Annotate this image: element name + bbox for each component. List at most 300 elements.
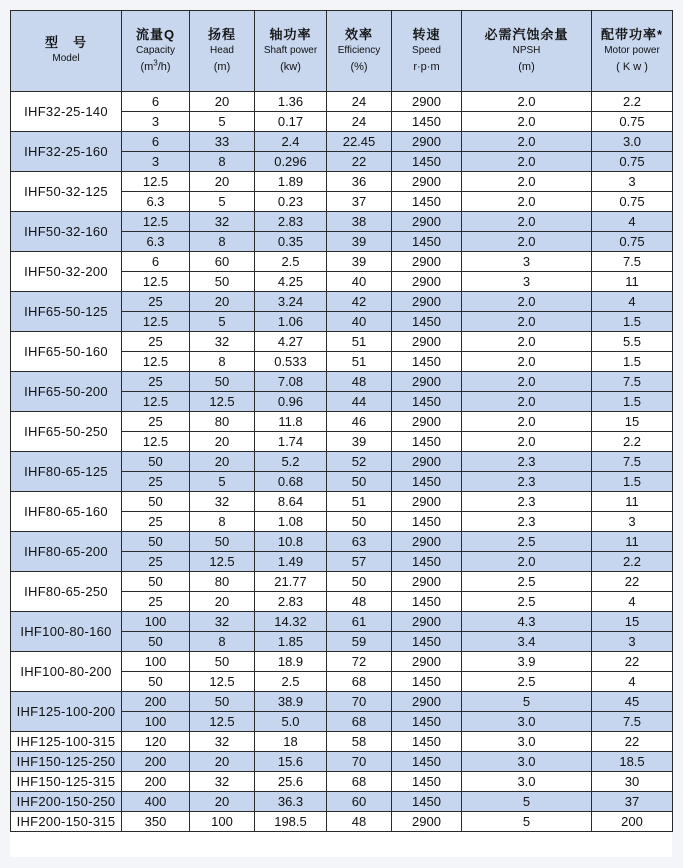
cell-capacity: 25 (122, 512, 190, 532)
cell-npsh: 2.5 (462, 672, 592, 692)
cell-speed: 1450 (392, 672, 462, 692)
table-row (11, 692, 673, 712)
table-row (11, 92, 673, 112)
cell-capacity: 3 (122, 152, 190, 172)
cell-capacity: 200 (122, 772, 190, 792)
cell-capacity: 12.5 (122, 392, 190, 412)
cell-npsh: 2.0 (462, 432, 592, 452)
cell-model: IHF125-100-200 (11, 692, 122, 732)
cell-motor-power: 3 (592, 512, 673, 532)
head-en-label: Head (210, 45, 234, 56)
cell-shaft-power: 2.83 (255, 212, 327, 232)
cell-model: IHF80-65-160 (11, 492, 122, 532)
table-row (11, 532, 673, 552)
table-row (11, 372, 673, 392)
cell-speed: 2900 (392, 692, 462, 712)
col-header-head (190, 11, 255, 92)
cell-shaft-power: 2.5 (255, 672, 327, 692)
pump-spec-sheet (10, 10, 672, 857)
cell-shaft-power: 4.27 (255, 332, 327, 352)
cell-capacity: 200 (122, 752, 190, 772)
cell-shaft-power: 15.6 (255, 752, 327, 772)
cell-npsh: 5 (462, 792, 592, 812)
cell-motor-power: 3.0 (592, 132, 673, 152)
cell-npsh: 2.0 (462, 132, 592, 152)
cell-speed: 2900 (392, 612, 462, 632)
cell-motor-power: 22 (592, 572, 673, 592)
cell-efficiency: 70 (327, 692, 392, 712)
cell-head: 50 (190, 532, 255, 552)
cell-head: 33 (190, 132, 255, 152)
cell-capacity: 25 (122, 372, 190, 392)
cell-efficiency: 24 (327, 112, 392, 132)
cell-head: 8 (190, 232, 255, 252)
cell-shaft-power: 1.89 (255, 172, 327, 192)
cell-speed: 1450 (392, 512, 462, 532)
cell-speed: 1450 (392, 392, 462, 412)
cell-motor-power: 18.5 (592, 752, 673, 772)
cell-efficiency: 68 (327, 772, 392, 792)
cell-model: IHF100-80-200 (11, 652, 122, 692)
cell-motor-power: 37 (592, 792, 673, 812)
cell-efficiency: 38 (327, 212, 392, 232)
cell-npsh: 3.0 (462, 772, 592, 792)
cell-shaft-power: 4.25 (255, 272, 327, 292)
cell-capacity: 50 (122, 492, 190, 512)
cell-model: IHF65-50-250 (11, 412, 122, 452)
cell-efficiency: 51 (327, 352, 392, 372)
cell-model: IHF80-65-250 (11, 572, 122, 612)
cell-head: 12.5 (190, 712, 255, 732)
npsh-unit-label: (m) (518, 61, 535, 73)
cell-npsh: 3.0 (462, 752, 592, 772)
cell-npsh: 2.0 (462, 392, 592, 412)
col-header-capacity (122, 11, 190, 92)
cell-model: IHF150-125-250 (11, 752, 122, 772)
cell-head: 100 (190, 812, 255, 832)
cell-speed: 2900 (392, 92, 462, 112)
cell-efficiency: 22.45 (327, 132, 392, 152)
cell-capacity: 100 (122, 612, 190, 632)
cell-head: 20 (190, 172, 255, 192)
table-row (11, 652, 673, 672)
cell-shaft-power: 1.06 (255, 312, 327, 332)
cell-model: IHF100-80-160 (11, 612, 122, 652)
cell-efficiency: 59 (327, 632, 392, 652)
table-row (11, 812, 673, 832)
cell-motor-power: 15 (592, 412, 673, 432)
cell-efficiency: 22 (327, 152, 392, 172)
cell-capacity: 25 (122, 292, 190, 312)
cell-npsh: 2.0 (462, 172, 592, 192)
cell-head: 20 (190, 592, 255, 612)
cell-head: 50 (190, 272, 255, 292)
cell-capacity: 6 (122, 132, 190, 152)
cell-head: 5 (190, 312, 255, 332)
cell-npsh: 3 (462, 272, 592, 292)
cell-capacity: 6 (122, 92, 190, 112)
cell-efficiency: 52 (327, 452, 392, 472)
col-header-model (11, 11, 122, 92)
cell-head: 8 (190, 152, 255, 172)
cell-motor-power: 1.5 (592, 352, 673, 372)
cell-speed: 2900 (392, 212, 462, 232)
cell-speed: 2900 (392, 812, 462, 832)
cell-capacity: 12.5 (122, 272, 190, 292)
cell-capacity: 6 (122, 252, 190, 272)
cell-shaft-power: 2.5 (255, 252, 327, 272)
cell-shaft-power: 1.36 (255, 92, 327, 112)
cell-shaft-power: 18.9 (255, 652, 327, 672)
cell-motor-power: 11 (592, 272, 673, 292)
cell-shaft-power: 2.4 (255, 132, 327, 152)
cell-capacity: 50 (122, 452, 190, 472)
cell-capacity: 12.5 (122, 432, 190, 452)
table-row (11, 212, 673, 232)
cell-speed: 2900 (392, 532, 462, 552)
cell-speed: 2900 (392, 652, 462, 672)
cell-motor-power: 0.75 (592, 192, 673, 212)
cell-shaft-power: 8.64 (255, 492, 327, 512)
cell-head: 32 (190, 772, 255, 792)
cell-speed: 2900 (392, 292, 462, 312)
cell-model: IHF200-150-250 (11, 792, 122, 812)
cell-head: 5 (190, 192, 255, 212)
cell-head: 20 (190, 792, 255, 812)
cell-speed: 1450 (392, 112, 462, 132)
cell-npsh: 4.3 (462, 612, 592, 632)
cell-capacity: 100 (122, 712, 190, 732)
model-cn-label: 型 号 (44, 35, 87, 50)
cell-motor-power: 0.75 (592, 112, 673, 132)
cell-motor-power: 7.5 (592, 372, 673, 392)
table-row (11, 132, 673, 152)
cell-efficiency: 68 (327, 672, 392, 692)
cell-shaft-power: 0.68 (255, 472, 327, 492)
cell-efficiency: 36 (327, 172, 392, 192)
cell-shaft-power: 10.8 (255, 532, 327, 552)
cell-npsh: 2.5 (462, 572, 592, 592)
table-row (11, 752, 673, 772)
cell-head: 12.5 (190, 392, 255, 412)
pump-performance-table (10, 10, 673, 832)
cell-speed: 1450 (392, 552, 462, 572)
cell-model: IHF50-32-160 (11, 212, 122, 252)
cell-npsh: 2.0 (462, 332, 592, 352)
cell-motor-power: 2.2 (592, 92, 673, 112)
cell-head: 60 (190, 252, 255, 272)
cell-efficiency: 48 (327, 812, 392, 832)
cell-efficiency: 51 (327, 332, 392, 352)
cell-npsh: 5 (462, 692, 592, 712)
cell-npsh: 2.0 (462, 372, 592, 392)
head-unit-label: (m) (213, 61, 231, 73)
col-header-speed (392, 11, 462, 92)
cell-speed: 2900 (392, 572, 462, 592)
cell-efficiency: 44 (327, 392, 392, 412)
cell-npsh: 3.0 (462, 732, 592, 752)
table-row (11, 172, 673, 192)
cell-efficiency: 50 (327, 512, 392, 532)
cell-motor-power: 7.5 (592, 452, 673, 472)
cell-head: 20 (190, 432, 255, 452)
cell-motor-power: 4 (592, 592, 673, 612)
cell-efficiency: 48 (327, 592, 392, 612)
cell-efficiency: 72 (327, 652, 392, 672)
cell-capacity: 350 (122, 812, 190, 832)
cell-npsh: 3.4 (462, 632, 592, 652)
cell-efficiency: 57 (327, 552, 392, 572)
cell-head: 32 (190, 212, 255, 232)
cell-shaft-power: 198.5 (255, 812, 327, 832)
cell-npsh: 2.3 (462, 492, 592, 512)
table-row (11, 252, 673, 272)
cell-efficiency: 42 (327, 292, 392, 312)
cell-motor-power: 2.2 (592, 432, 673, 452)
cell-npsh: 2.5 (462, 532, 592, 552)
cell-head: 50 (190, 372, 255, 392)
model-en-label: Model (52, 53, 80, 64)
cell-head: 50 (190, 692, 255, 712)
table-row (11, 572, 673, 592)
cell-npsh: 2.3 (462, 512, 592, 532)
cell-efficiency: 61 (327, 612, 392, 632)
cell-capacity: 12.5 (122, 352, 190, 372)
col-header-efficiency (327, 11, 392, 92)
npsh-cn-label: 必需汽蚀余量 (484, 27, 569, 42)
cell-head: 12.5 (190, 552, 255, 572)
table-row (11, 332, 673, 352)
cell-efficiency: 70 (327, 752, 392, 772)
cell-capacity: 50 (122, 632, 190, 652)
cell-capacity: 25 (122, 472, 190, 492)
cell-motor-power: 11 (592, 492, 673, 512)
cell-motor-power: 1.5 (592, 392, 673, 412)
cell-npsh: 2.0 (462, 292, 592, 312)
npsh-en-label: NPSH (512, 45, 541, 56)
cell-speed: 2900 (392, 372, 462, 392)
cell-shaft-power: 14.32 (255, 612, 327, 632)
cell-model: IHF80-65-200 (11, 532, 122, 572)
cell-speed: 1450 (392, 312, 462, 332)
cell-model: IHF65-50-200 (11, 372, 122, 412)
eff-unit-label: (%) (350, 61, 368, 73)
cell-speed: 1450 (392, 352, 462, 372)
table-row (11, 452, 673, 472)
cell-motor-power: 5.5 (592, 332, 673, 352)
cell-motor-power: 11 (592, 532, 673, 552)
cell-shaft-power: 0.35 (255, 232, 327, 252)
capacity-unit-label: $(m^3/h)$ (140, 58, 171, 73)
cell-speed: 2900 (392, 452, 462, 472)
cell-head: 32 (190, 332, 255, 352)
motor-cn-label: 配带功率* (600, 27, 664, 42)
cell-shaft-power: 25.6 (255, 772, 327, 792)
table-row (11, 792, 673, 812)
col-header-shaft-power (255, 11, 327, 92)
head-cn-label: 扬程 (207, 27, 236, 42)
cell-speed: 1450 (392, 192, 462, 212)
shaft-unit-label: (kw) (280, 61, 301, 73)
cell-capacity: 12.5 (122, 312, 190, 332)
cell-model: IHF50-32-200 (11, 252, 122, 292)
cell-shaft-power: 1.49 (255, 552, 327, 572)
cell-npsh: 2.3 (462, 452, 592, 472)
cell-efficiency: 46 (327, 412, 392, 432)
capacity-cn-label: 流量Q (135, 27, 176, 42)
cell-shaft-power: 2.83 (255, 592, 327, 612)
cell-speed: 1450 (392, 632, 462, 652)
cell-model: IHF50-32-125 (11, 172, 122, 212)
cell-capacity: 200 (122, 692, 190, 712)
cell-efficiency: 24 (327, 92, 392, 112)
cell-speed: 2900 (392, 172, 462, 192)
cell-capacity: 6.3 (122, 192, 190, 212)
cell-capacity: 6.3 (122, 232, 190, 252)
cell-shaft-power: 0.23 (255, 192, 327, 212)
cell-head: 8 (190, 632, 255, 652)
cell-motor-power: 4 (592, 292, 673, 312)
cell-npsh: 3.0 (462, 712, 592, 732)
cell-shaft-power: 0.296 (255, 152, 327, 172)
cell-efficiency: 51 (327, 492, 392, 512)
capacity-en-label: Capacity (136, 45, 175, 56)
col-header-motor-power (592, 11, 673, 92)
cell-head: 5 (190, 112, 255, 132)
cell-shaft-power: 1.74 (255, 432, 327, 452)
cell-capacity: 25 (122, 592, 190, 612)
cell-head: 50 (190, 652, 255, 672)
cell-head: 20 (190, 752, 255, 772)
table-row (11, 292, 673, 312)
cell-npsh: 2.0 (462, 92, 592, 112)
cell-model: IHF32-25-160 (11, 132, 122, 172)
cell-model: IHF150-125-315 (11, 772, 122, 792)
cell-motor-power: 7.5 (592, 252, 673, 272)
shaft-en-label: Shaft power (263, 45, 318, 56)
cell-head: 32 (190, 612, 255, 632)
cell-npsh: 2.0 (462, 352, 592, 372)
cell-head: 20 (190, 92, 255, 112)
cell-shaft-power: 7.08 (255, 372, 327, 392)
cell-efficiency: 63 (327, 532, 392, 552)
cell-efficiency: 39 (327, 252, 392, 272)
cell-shaft-power: 5.0 (255, 712, 327, 732)
cell-head: 8 (190, 352, 255, 372)
cell-head: 80 (190, 572, 255, 592)
cell-capacity: 100 (122, 652, 190, 672)
cell-capacity: 25 (122, 332, 190, 352)
cell-efficiency: 39 (327, 432, 392, 452)
cell-motor-power: 0.75 (592, 232, 673, 252)
cell-shaft-power: 5.2 (255, 452, 327, 472)
cell-speed: 2900 (392, 412, 462, 432)
cell-head: 12.5 (190, 672, 255, 692)
cell-model: IHF65-50-125 (11, 292, 122, 332)
table-row (11, 732, 673, 752)
speed-unit-label: r·p·m (413, 61, 440, 73)
cell-head: 8 (190, 512, 255, 532)
cell-efficiency: 40 (327, 312, 392, 332)
table-row (11, 772, 673, 792)
table-header-row (11, 11, 673, 92)
cell-motor-power: 15 (592, 612, 673, 632)
cell-shaft-power: 0.533 (255, 352, 327, 372)
cell-shaft-power: 1.85 (255, 632, 327, 652)
cell-npsh: 2.0 (462, 552, 592, 572)
cell-capacity: 25 (122, 412, 190, 432)
cell-head: 20 (190, 292, 255, 312)
cell-npsh: 2.0 (462, 112, 592, 132)
cell-motor-power: 3 (592, 172, 673, 192)
cell-shaft-power: 36.3 (255, 792, 327, 812)
cell-motor-power: 7.5 (592, 712, 673, 732)
cell-npsh: 2.5 (462, 592, 592, 612)
cell-motor-power: 22 (592, 732, 673, 752)
table-row (11, 492, 673, 512)
cell-speed: 2900 (392, 332, 462, 352)
speed-cn-label: 转速 (412, 27, 441, 42)
cell-efficiency: 37 (327, 192, 392, 212)
cell-npsh: 2.0 (462, 192, 592, 212)
cell-shaft-power: 3.24 (255, 292, 327, 312)
cell-npsh: 2.0 (462, 212, 592, 232)
cell-speed: 1450 (392, 772, 462, 792)
cell-npsh: 2.3 (462, 472, 592, 492)
table-row (11, 412, 673, 432)
cell-capacity: 25 (122, 552, 190, 572)
cell-motor-power: 200 (592, 812, 673, 832)
cell-head: 5 (190, 472, 255, 492)
table-row (11, 612, 673, 632)
cell-motor-power: 3 (592, 632, 673, 652)
cell-model: IHF125-100-315 (11, 732, 122, 752)
cell-speed: 2900 (392, 132, 462, 152)
cell-npsh: 5 (462, 812, 592, 832)
cell-capacity: 3 (122, 112, 190, 132)
cell-shaft-power: 38.9 (255, 692, 327, 712)
cell-efficiency: 50 (327, 572, 392, 592)
cell-speed: 1450 (392, 592, 462, 612)
cell-motor-power: 45 (592, 692, 673, 712)
cell-efficiency: 39 (327, 232, 392, 252)
cell-npsh: 2.0 (462, 312, 592, 332)
cell-capacity: 400 (122, 792, 190, 812)
shaft-cn-label: 轴功率 (269, 27, 312, 42)
cell-efficiency: 68 (327, 712, 392, 732)
cell-efficiency: 50 (327, 472, 392, 492)
cell-model: IHF65-50-160 (11, 332, 122, 372)
cell-speed: 1450 (392, 792, 462, 812)
cell-motor-power: 1.5 (592, 472, 673, 492)
eff-cn-label: 效率 (344, 27, 373, 42)
cell-capacity: 50 (122, 672, 190, 692)
table-body (11, 92, 673, 832)
cell-capacity: 50 (122, 572, 190, 592)
motor-unit-label: ( K w ) (616, 61, 648, 73)
cell-npsh: 2.0 (462, 232, 592, 252)
cell-shaft-power: 1.08 (255, 512, 327, 532)
cell-head: 32 (190, 732, 255, 752)
cell-shaft-power: 0.17 (255, 112, 327, 132)
cell-motor-power: 1.5 (592, 312, 673, 332)
cell-motor-power: 4 (592, 672, 673, 692)
cell-head: 32 (190, 492, 255, 512)
cell-efficiency: 48 (327, 372, 392, 392)
cell-speed: 1450 (392, 752, 462, 772)
cell-speed: 2900 (392, 272, 462, 292)
cell-efficiency: 60 (327, 792, 392, 812)
